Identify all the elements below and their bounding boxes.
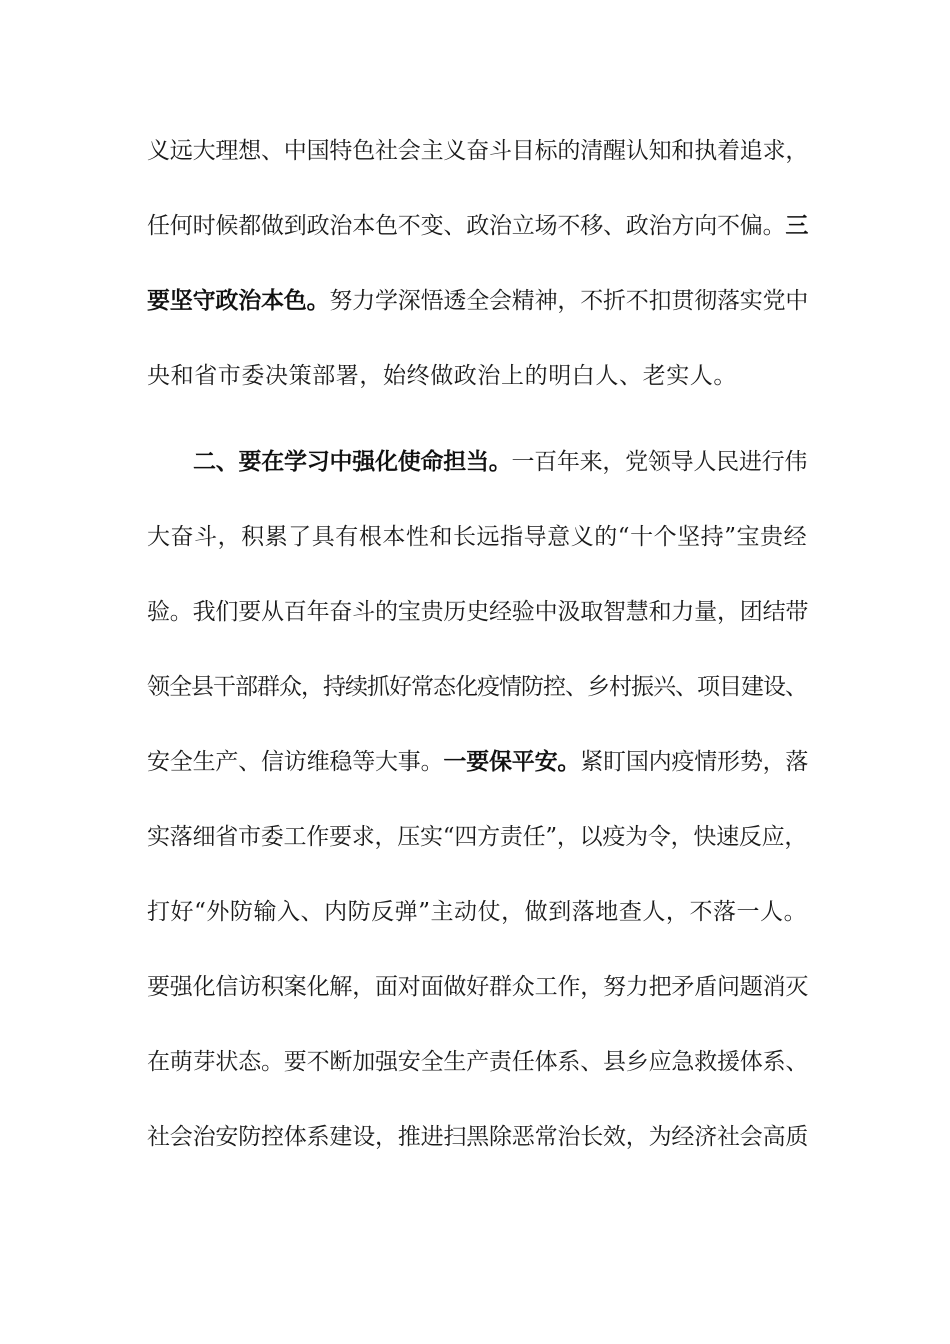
- text-run: 要强化信访积案化解，面对面做好群众工作，努力把矛盾问题消灭: [147, 974, 809, 1000]
- text-line: [147, 897, 807, 927]
- text-line: [147, 972, 807, 1002]
- text-line: [147, 136, 807, 166]
- text-run: 社会治安防控体系建设，推进扫黑除恶常治长效，为经济社会高质: [147, 1124, 809, 1150]
- text-run: 打好“外防输入、内防反弹”主动仗，做到落地查人，不落一人。: [147, 899, 807, 925]
- text-run: 大奋斗，积累了具有根本性和长远指导意义的“十个坚持”宝贵经: [147, 524, 807, 550]
- text-line: [147, 286, 807, 316]
- text-line: [147, 1122, 807, 1152]
- section-heading: 二、要在学习中强化使命担当。: [193, 449, 512, 475]
- section-heading-line: [193, 447, 807, 477]
- bold-text-run: 要坚守政治本色。: [147, 288, 330, 314]
- text-run: 验。我们要从百年奋斗的宝贵历史经验中汲取智慧和力量，团结带: [147, 599, 809, 625]
- bold-text-run: 一要保平安。: [443, 749, 581, 775]
- text-line: [147, 747, 807, 777]
- text-run: 努力学深悟透全会精神，不折不扣贯彻落实党中: [329, 288, 809, 314]
- text-run: 一百年来，党领导人民进行伟: [511, 449, 807, 475]
- text-run: 义远大理想、中国特色社会主义奋斗目标的清醒认知和执着追求，: [147, 138, 809, 164]
- text-line: [147, 672, 807, 702]
- text-line: [147, 522, 807, 552]
- text-run: 任何时候都做到政治本色不变、政治立场不移、政治方向不偏。: [147, 213, 786, 239]
- text-run: 领全县干部群众，持续抓好常态化疫情防控、乡村振兴、项目建设、: [147, 674, 807, 700]
- text-run: 安全生产、信访维稳等大事。: [147, 749, 444, 775]
- bold-text-run: 三: [785, 213, 809, 239]
- text-line: [147, 1047, 807, 1077]
- text-run: 实落细省市委工作要求，压实“四方责任”，以疫为令，快速反应，: [147, 824, 807, 850]
- text-run: 央和省市委决策部署，始终做政治上的明白人、老实人。: [147, 363, 737, 389]
- text-run: 紧盯国内疫情形势，落: [580, 749, 809, 775]
- text-line: [147, 597, 807, 627]
- text-line: [147, 361, 807, 391]
- text-run: 在萌芽状态。要不断加强安全生产责任体系、县乡应急救援体系、: [147, 1049, 809, 1075]
- text-line: [147, 822, 807, 852]
- text-line: [147, 211, 807, 241]
